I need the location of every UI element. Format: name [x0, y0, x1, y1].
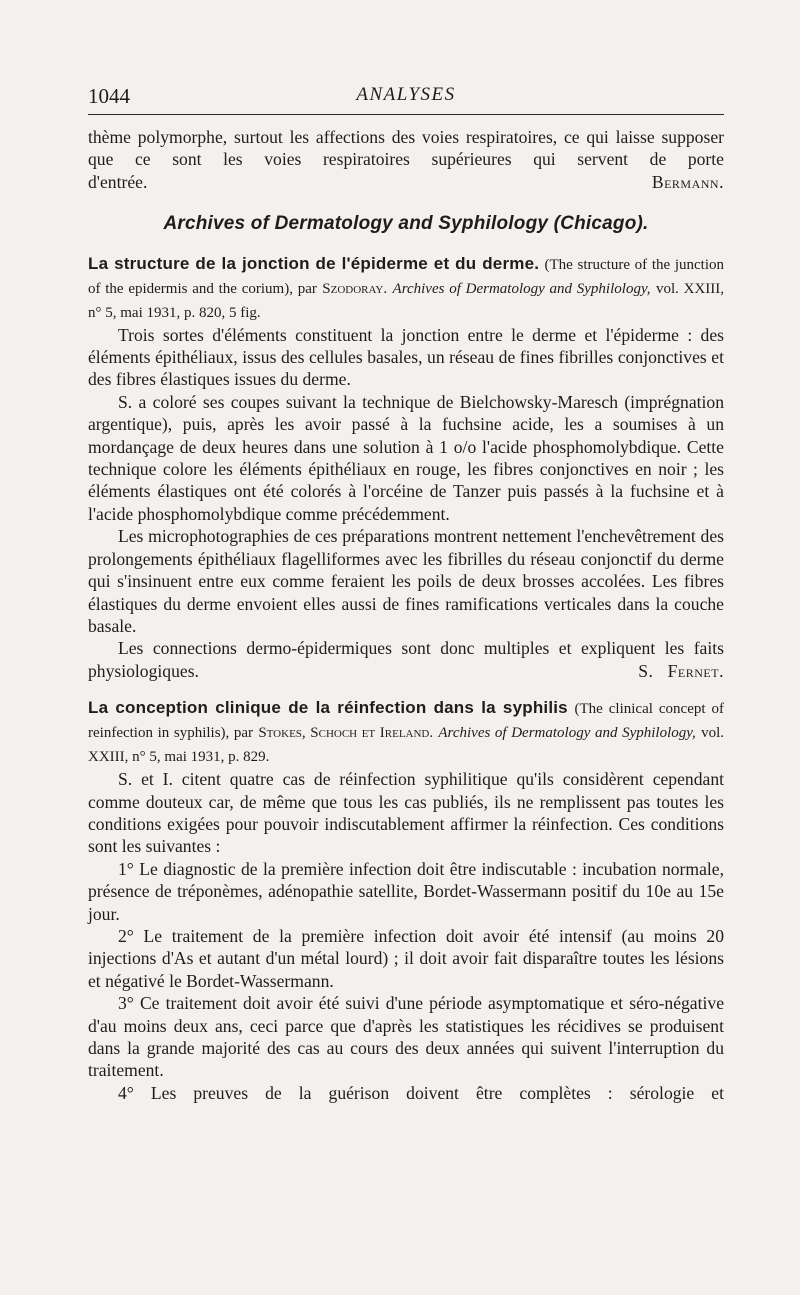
article2-paragraph: 3° Ce traitement doit avoir été suivi d'une période asymptomatique et séro-négative d'au moins deux ans, ceci parce que d'après les statistiques les récidives se produisent dans la grande majorité des cas au cours des deux années qui suivent l'interruption du traitement.: [88, 993, 724, 1081]
article1-signature: S. Fernet.: [638, 660, 724, 681]
article1-header: [88, 252, 724, 324]
article1-paragraph: Trois sortes d'éléments constituent la jonction entre le derme et l'épiderme : des éléments épithéliaux, issus des cellules basales, un réseau de fines fibrilles conjonctives et des fibres élastiques issues du derme.: [88, 324, 724, 390]
article2-authors: Stokes, Schoch et Ireland.: [258, 725, 434, 742]
journal-heading: Archives of Dermatology and Syphilology (Chicago).: [163, 213, 649, 235]
article1-last-paragraph: [88, 637, 724, 682]
article1-author: Szodoray.: [322, 280, 388, 297]
article2-header: [88, 696, 724, 768]
intro-paragraph: [88, 126, 724, 193]
article2-ref-post: vol. XXIII, n° 5, mai 1931, p. 829.: [88, 725, 724, 766]
article2-paragraph: 1° Le diagnostic de la première infection doit être indiscutable : incubation normale, présence de tréponèmes, adénopathie satellite, Bordet-Wassermann positif du 10e au 15e jour.: [88, 858, 724, 924]
article1-paragraph: S. a coloré ses coupes suivant la technique de Bielchowsky-Maresch (imprégnation argentique), puis, après les avoir passé à la fuchsine acide, les a soumises à un mordançage de deux heures dans une solution à 1 o/o l'acide phosphomolybdique. Cette technique colore les éléments épithéliaux en rouge, les fibres conjonctives en noir ; les éléments élastiques ont été colorés à l'orcéine de Tanzer puis passés à la fuchsine et à l'acide phosphomolybdique comme précédemment.: [88, 391, 724, 524]
page-body: [88, 126, 724, 1104]
page-header: [88, 84, 724, 108]
article2-title: La conception clinique de la réinfection dans la syphilis: [88, 698, 568, 718]
article2-paragraph: 2° Le traitement de la première infection doit avoir été intensif (au moins 20 injections d'As et autant d'un métal lourd) ; il doit avoir fait disparaître toutes les lésions et négativé le Bordet-Wassermann.: [88, 925, 724, 991]
intro-text: thème polymorphe, surtout les affections des voies respiratoires, ce qui laisse supposer que ce sont les voies respiratoires supérieures qui servent de porte d'entrée.: [88, 127, 724, 192]
article2-paragraph: S. et I. citent quatre cas de réinfection syphilitique qu'ils considèrent cependant comme douteux car, de même que tous les cas publiés, ils ne remplissent pas toutes les conditions exigées pour pouvoir indiscutablement affirmer la réinfection. Ces conditions sont les suivantes :: [88, 769, 724, 857]
article1-ref-post: vol. XXIII, n° 5, mai 1931, p. 820, 5 fig.: [88, 280, 725, 321]
spacer: [88, 682, 724, 696]
page-number: 1044: [88, 84, 130, 108]
article1-ref-pre: (The structure of the junction of the epidermis and the corium), par: [88, 256, 724, 297]
article1-paragraph: Les microphotographies de ces préparations montrent nettement l'enchevêtrement des prolongements épithéliaux flagelliformes avec les fibrilles du réseau conjonctif du derme qui s'insinuent entre eux comme feraient les poils de deux brosses accolées. Les fibres élastiques du derme envoient elles aussi de fines ramifications verticales dans la couche basale.: [88, 526, 724, 636]
article2-paragraph: 4° Les preuves de la guérison doivent être complètes : sérologie et: [118, 1082, 724, 1103]
article1-title: La structure de la jonction de l'épiderme et du derme.: [88, 253, 540, 273]
intro-signature: Bermann.: [651, 171, 724, 192]
article2-journal: Archives of Dermatology and Syphilology,: [438, 725, 696, 742]
header-rule: [88, 114, 724, 115]
article2-ref-pre: (The clinical concept of reinfection in syphilis), par: [88, 701, 724, 742]
running-title: ANALYSES: [356, 84, 456, 105]
article1-journal: Archives of Dermatology and Syphilology,: [392, 280, 651, 297]
article1-last-text: Les connections dermo-épidermiques sont donc multiples et expliquent les faits physiologiques.: [88, 638, 724, 681]
